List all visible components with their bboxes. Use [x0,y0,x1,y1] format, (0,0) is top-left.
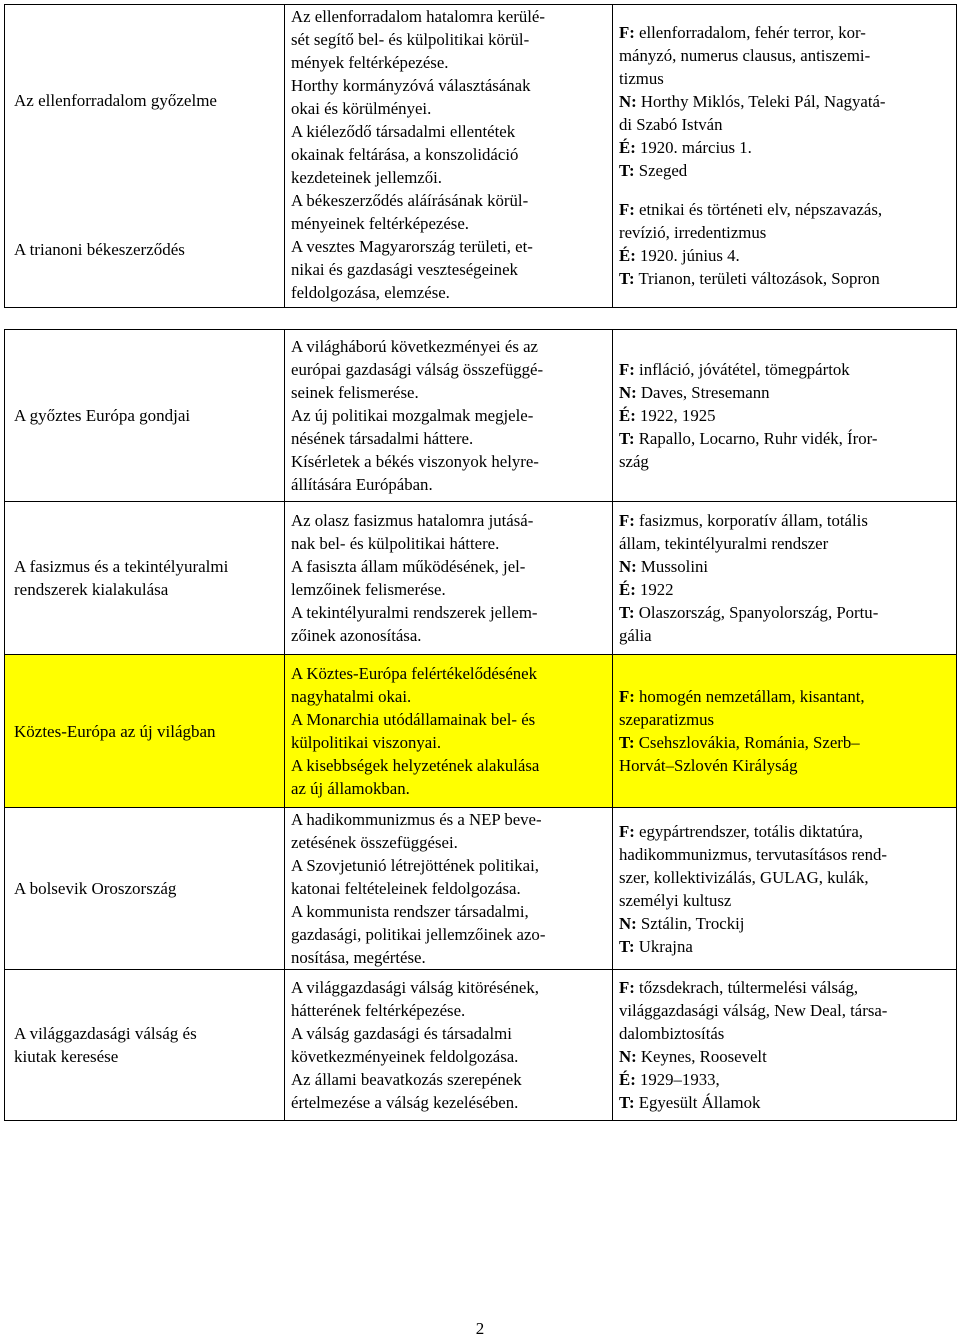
keyword-label: T: [619,161,635,180]
keywords-cell [613,970,957,1121]
keyword-label: É: [619,580,636,599]
text-line: A fasiszta állam működésének, jel- [291,557,526,576]
text-line: Köztes-Európa az új világban [14,721,216,741]
keyword-label: N: [619,92,637,111]
keyword-line [619,866,950,889]
text-line: Horthy kormányzóvá választásának [291,76,531,95]
keyword-label: F: [619,200,635,219]
text-line: seinek felismerése. [291,383,419,402]
keyword-label: F: [619,978,635,997]
keyword-label: F: [619,511,635,530]
keyword-line [619,976,950,999]
text-line: európai gazdasági válság összefüggé- [291,360,544,379]
text-line: A békeszerződés aláírásának körül- [291,191,529,210]
keyword-text: 1922, 1925 [635,406,716,425]
keyword-line [619,244,950,267]
keywords-cell [613,5,957,308]
keyword-line [619,624,950,647]
keyword-label: F: [619,23,635,42]
text-line: hátterének feltérképezése. [291,1001,466,1020]
keyword-line [619,113,950,136]
keyword-line [619,358,950,381]
table-row [5,5,957,308]
keyword-label: F: [619,360,635,379]
table-row [5,330,957,502]
text-line: katonai feltételeinek feldolgozása. [291,879,521,898]
keyword-label: N: [619,913,637,933]
text-line: nésének társadalmi háttere. [291,429,474,448]
keyword-text: Szeged [634,161,688,180]
text-line: Az olasz fasizmus hatalomra jutásá- [291,511,534,530]
text-line: állítására Európában. [291,475,433,494]
text-line: A bolsevik Oroszország [14,879,177,898]
topic-cell [5,330,285,502]
keyword-line [619,67,950,90]
keyword-block [619,21,950,182]
text-line: A Köztes-Európa felértékelődésének [291,664,538,683]
text-line: A vesztes Magyarország területi, et- [291,237,533,256]
keyword-text: szeparatizmus [619,710,715,729]
keyword-line [619,1091,950,1114]
curriculum-table-2 [4,329,957,1121]
keyword-label: T: [619,936,635,956]
text-line: nikai és gazdasági veszteségeinek [291,260,518,279]
keyword-line [619,44,950,67]
keyword-line [619,509,950,532]
text-line: zőinek azonosítása. [291,626,422,645]
keyword-text: Keynes, Roosevelt [636,1047,767,1066]
keyword-line [619,427,950,450]
keyword-text: gália [619,626,652,645]
keyword-text: Trianon, területi változások, Sopron [634,269,880,288]
text-line: A Szovjetunió létrejöttének politikai, [291,856,539,875]
keyword-text: Ukrajna [634,936,693,956]
text-line: Az új politikai mozgalmak megjele- [291,406,534,425]
text-line: A világgazdasági válság és [14,1024,197,1043]
keyword-line [619,532,950,555]
keyword-line [619,1022,950,1045]
requirements-cell [285,5,613,308]
requirements-cell [285,808,613,970]
keyword-label: É: [619,1070,636,1089]
text-line: A hadikommunizmus és a NEP beve- [291,810,542,829]
keyword-text: hadikommunizmus, tervutasításos rend- [619,844,887,864]
keyword-line [619,136,950,159]
keyword-label: T: [619,603,635,622]
topic-cell [5,502,285,655]
text-line: nosítása, megértése. [291,948,426,967]
text-line: mények feltérképezése. [291,53,449,72]
text-line: Kísérletek a békés viszonyok helyre- [291,452,539,471]
text-line: következményeinek feldolgozása. [291,1047,519,1066]
keyword-label: É: [619,138,636,157]
keyword-label: T: [619,1093,635,1112]
keyword-text: tizmus [619,69,664,88]
keyword-text: Rapallo, Locarno, Ruhr vidék, Íror- [634,429,878,448]
keyword-line [619,450,950,473]
text-line: okainak feltárása, a konszolidáció [291,145,519,164]
keyword-line [619,267,950,290]
requirements-cell [285,970,613,1121]
text-line: nak bel- és külpolitikai háttere. [291,534,500,553]
keywords-cell [613,502,957,655]
requirements-cell [285,502,613,655]
keyword-line [619,90,950,113]
keyword-label: F: [619,821,635,841]
keyword-text: Olaszország, Spanyolország, Portu- [634,603,879,622]
text-line: sét segítő bel- és külpolitikai körül- [291,30,530,49]
keyword-line [619,708,950,731]
keyword-text: Daves, Stresemann [636,383,770,402]
keyword-line [619,601,950,624]
keyword-text: etnikai és történeti elv, népszavazás, [634,200,883,219]
keyword-line [619,1068,950,1091]
keyword-line [619,159,950,182]
keyword-text: dalombiztosítás [619,1024,725,1043]
keyword-line [619,820,950,843]
keyword-text: egypártrendszer, totális diktatúra, [634,821,863,841]
keyword-text: ellenforradalom, fehér terror, kor- [634,23,866,42]
keyword-line [619,889,950,912]
keyword-label: É: [619,406,636,425]
topic-cell [5,5,285,308]
text-line: A tekintélyuralmi rendszerek jellem- [291,603,538,622]
keyword-line [619,21,950,44]
topic-label: A trianoni békeszerződés [14,240,185,259]
keyword-line [619,843,950,866]
keyword-label: N: [619,557,637,576]
text-line: feldolgozása, elemzése. [291,283,450,302]
keyword-text: Horthy Miklós, Teleki Pál, Nagyatá- [636,92,886,111]
keyword-text: 1920. június 4. [635,246,740,265]
text-line: külpolitikai viszonyai. [291,733,442,752]
keyword-label: É: [619,246,636,265]
keyword-text: homogén nemzetállam, kisantant, [634,687,865,706]
keyword-line [619,198,950,221]
keyword-label: F: [619,687,635,706]
keyword-text: tőzsdekrach, túltermelési válság, [634,978,859,997]
keyword-text: állam, tekintélyuralmi rendszer [619,534,829,553]
text-line: A világgazdasági válság kitörésének, [291,978,539,997]
keyword-text: di Szabó István [619,115,723,134]
keyword-text: Egyesült Államok [634,1093,761,1112]
text-line: kiutak keresése [14,1047,119,1066]
text-line: kezdeteinek jellemzői. [291,168,442,187]
keyword-line [619,685,950,708]
topic-label: Az ellenforradalom győzelme [14,91,217,110]
text-line: gazdasági, politikai jellemzőinek azo- [291,925,546,944]
text-line: A világháború következményei és az [291,337,538,356]
keyword-text: szer, kollektivizálás, GULAG, kulák, [619,867,869,887]
text-line: ményeinek feltérképezése. [291,214,469,233]
requirements-cell [285,655,613,808]
keyword-text: Horvát–Szlovén Királyság [619,756,798,775]
keyword-text: személyi kultusz [619,890,732,910]
text-line: rendszerek kialakulása [14,580,169,599]
keyword-line [619,555,950,578]
topic-cell [5,808,285,970]
keywords-cell [613,330,957,502]
table-row [5,808,957,970]
keyword-text: 1922 [635,580,674,599]
keyword-text: szág [619,452,649,471]
keyword-line [619,912,950,935]
curriculum-table-1 [4,4,957,308]
keyword-text: Csehszlovákia, Románia, Szerb– [634,733,860,752]
keywords-cell [613,655,957,808]
keyword-label: N: [619,383,637,402]
text-line: A Monarchia utódállamainak bel- és [291,710,536,729]
keyword-text: revízió, irredentizmus [619,223,767,242]
text-line: értelmezése a válság kezelésében. [291,1093,519,1112]
text-line: A kisebbségek helyzetének alakulása [291,756,540,775]
requirements-cell [285,330,613,502]
keyword-line [619,381,950,404]
text-line: A kommunista rendszer társadalmi, [291,902,529,921]
keyword-line [619,404,950,427]
requirements-text [291,5,606,304]
text-line: A győztes Európa gondjai [14,406,191,425]
text-line: Az ellenforradalom hatalomra kerülé- [291,7,545,26]
text-line: az új államokban. [291,779,410,798]
keyword-line [619,999,950,1022]
keyword-text: infláció, jóvátétel, tömegpártok [634,360,850,379]
keyword-label: T: [619,429,635,448]
table-row [5,970,957,1121]
text-line: A válság gazdasági és társadalmi [291,1024,512,1043]
keywords-text [619,5,950,290]
keyword-block [619,198,950,290]
text-line: lemzőinek felismerése. [291,580,446,599]
table-row [5,502,957,655]
keyword-text: 1920. március 1. [635,138,752,157]
text-line: A fasizmus és a tekintélyuralmi [14,557,229,576]
keyword-label: T: [619,733,635,752]
keyword-line [619,754,950,777]
keyword-text: világgazdasági válság, New Deal, társa- [619,1001,888,1020]
text-line: A kiéleződő társadalmi ellentétek [291,122,516,141]
keyword-text: Sztálin, Trockij [636,913,745,933]
keyword-line [619,935,950,958]
keyword-text: fasizmus, korporatív állam, totális [634,511,868,530]
keyword-text: Mussolini [636,557,709,576]
keywords-cell [613,808,957,970]
table-row [5,655,957,808]
keyword-label: T: [619,269,635,288]
keyword-line [619,731,950,754]
text-line: Az állami beavatkozás szerepének [291,1070,522,1089]
keyword-line [619,1045,950,1068]
keyword-text: mányzó, numerus clausus, antiszemi- [619,46,871,65]
page-number: 2 [475,1319,485,1338]
keyword-line [619,578,950,601]
topic-cell [5,970,285,1121]
text-line: nagyhatalmi okai. [291,687,412,706]
text-line: zetésének összefüggései. [291,833,458,852]
keyword-label: N: [619,1047,637,1066]
keyword-text: 1929–1933, [635,1070,720,1089]
keyword-line [619,221,950,244]
text-line: okai és körülményei. [291,99,432,118]
topic-cell [5,655,285,808]
